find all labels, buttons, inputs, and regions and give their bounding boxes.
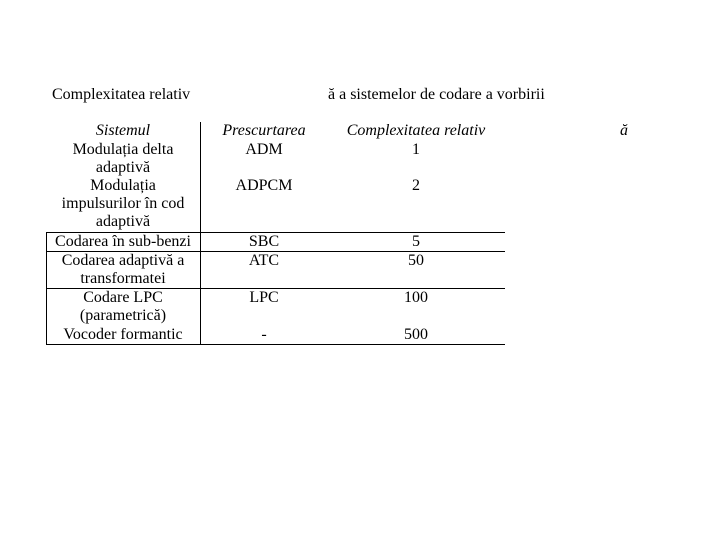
abbreviation: SBC — [248, 233, 280, 250]
system-name: (parametrică) — [79, 307, 167, 324]
abbreviation: - — [261, 326, 267, 343]
system-name: Modulația — [90, 177, 156, 194]
title-right-fragment: ă a sistemelor de codare a vorbirii — [328, 86, 545, 103]
system-name: Codarea adaptivă a — [61, 252, 185, 269]
system-name: Codare LPC — [83, 289, 163, 306]
relative-complexity: 50 — [408, 252, 424, 269]
header-complexity: Complexitatea relativ — [346, 122, 486, 139]
abbreviation: LPC — [249, 289, 279, 306]
header-abbreviation: Prescurtarea — [222, 122, 306, 139]
system-name: impulsurilor în cod — [61, 195, 185, 212]
system-name: Modulația delta — [72, 141, 174, 158]
system-name: adaptivă — [95, 159, 151, 176]
header-complexity-tail: ă — [620, 122, 628, 139]
system-name: adaptivă — [95, 213, 151, 230]
title-left-fragment: Complexitatea relativ — [52, 86, 191, 103]
relative-complexity: 5 — [412, 233, 420, 250]
abbreviation: ATC — [248, 252, 280, 269]
system-name: transformatei — [80, 270, 166, 287]
relative-complexity: 500 — [404, 326, 428, 343]
table-bottom-border — [46, 344, 505, 345]
relative-complexity: 2 — [412, 177, 420, 194]
abbreviation: ADM — [245, 141, 283, 158]
system-name: Vocoder formantic — [63, 326, 183, 343]
relative-complexity: 1 — [412, 141, 420, 158]
column-divider — [200, 122, 201, 345]
system-name: Codarea în sub-benzi — [55, 233, 191, 250]
header-system: Sistemul — [95, 122, 151, 139]
abbreviation: ADPCM — [235, 177, 293, 194]
relative-complexity: 100 — [404, 289, 428, 306]
